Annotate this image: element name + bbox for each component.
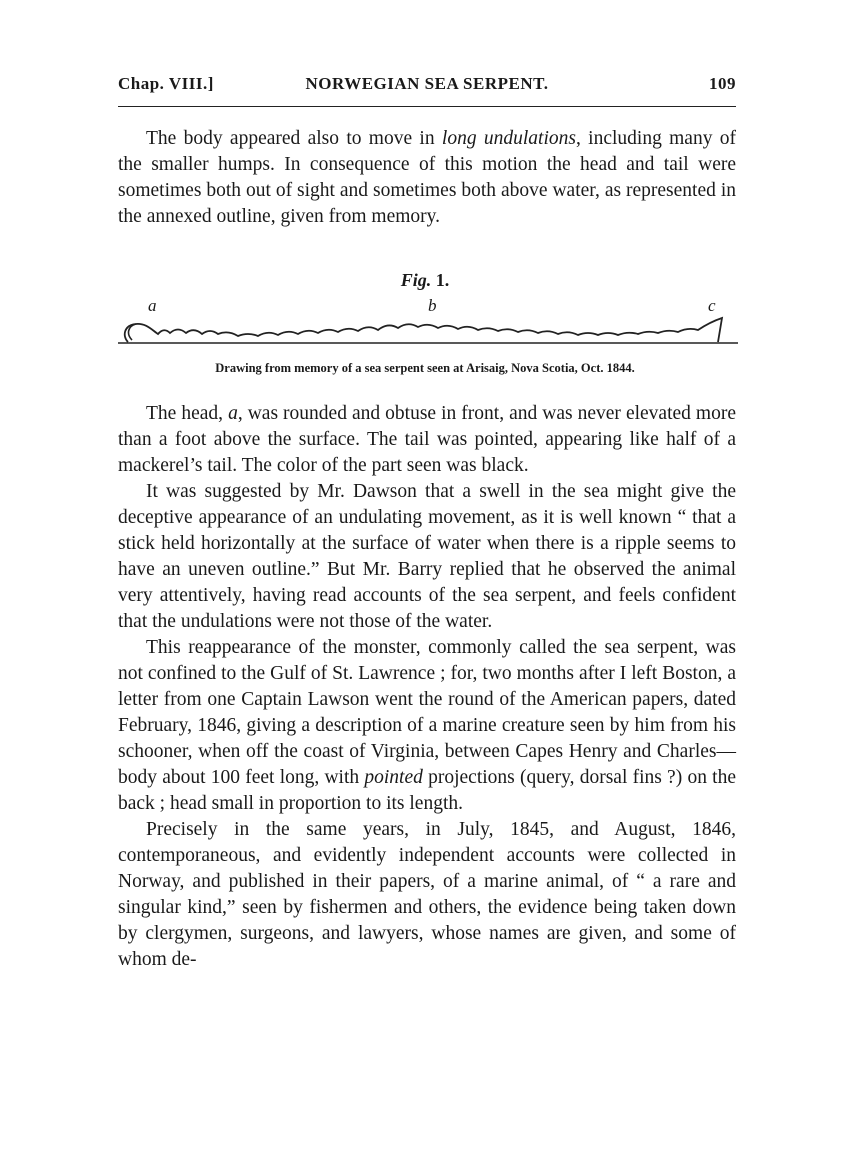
paragraph-text: projections (query, dorsal fins ?) on the back ; head small in proportion to its length.: [118, 767, 736, 814]
figure-label: [0, 270, 850, 291]
figure-caption: Drawing from memory of a sea serpent seen at Arisaig, Nova Scotia, Oct. 1844.: [215, 361, 635, 375]
chapter-label: Chap. VIII.]: [118, 74, 214, 93]
body-paragraph: [118, 479, 736, 635]
intro-paragraph: [118, 126, 736, 230]
header-rule: [118, 106, 736, 107]
figure-letter-c: c: [708, 296, 716, 315]
body-paragraph: [118, 401, 736, 479]
figure-letter-b: b: [428, 296, 437, 315]
italic-text: pointed: [364, 767, 423, 788]
page-number: 109: [709, 74, 736, 93]
italic-text: a: [228, 403, 238, 424]
body-text: [118, 401, 736, 973]
intro-text-a: The body appeared also to move in: [146, 128, 442, 149]
paragraph-text: This reappearance of the monster, commonly called the sea serpent, was not confined to the Gulf of St. Lawrence ; for, two months after I left Boston, a letter from one Captain Lawson went the round of the American papers, dated February, 1846, giving a description of a marine creature seen by him from his schooner, when off the coast of Virginia, between Capes Henry and Charles—body about 100 feet long, with: [118, 637, 736, 788]
body-paragraph: [118, 817, 736, 973]
running-title: NORWEGIAN SEA SERPENT.: [305, 74, 549, 93]
paragraph-text: , was rounded and obtuse in front, and was never elevated more than a foot above the surface. The tail was pointed, appearing like half of a mackerel’s tail. The color of the part seen was black.: [118, 403, 736, 476]
running-header: [118, 72, 736, 98]
body-paragraph: [118, 635, 736, 817]
paragraph-text: Precisely in the same years, in July, 1845, and August, 1846, contemporaneous, and evidently independent accounts were collected in Norway, and published in their papers, of a marine animal, of “ a rare and singular kind,” seen by fishermen and others, the evidence being taken down by clergymen, surgeons, and lawyers, whose names are given, and some of whom de-: [118, 819, 736, 970]
paragraph-text: The head,: [146, 403, 229, 424]
intro-text-b: , including many of the smaller humps. In consequence of this motion the head and tail were sometimes both out of sight and sometimes both above water, as represented in the annexed outline, given from memory.: [118, 128, 737, 227]
paragraph-text: It was suggested by Mr. Dawson that a swell in the sea might give the deceptive appearance of an undulating movement, as it is well known “ that a stick held horizontally at the surface of water when there is a ripple seems to have an uneven outline.” But Mr. Barry replied that he observed the animal very attentively, having read accounts of the sea serpent, and feels confident that the undulations were not those of the water.: [118, 481, 736, 632]
serpent-body: [125, 318, 722, 342]
figure-label-prefix: Fig.: [400, 270, 432, 290]
figure-letter-a: a: [148, 296, 157, 315]
figure-label-number: 1.: [435, 270, 450, 290]
intro-italic: long undulations: [441, 128, 576, 149]
sea-serpent-drawing: [118, 312, 738, 348]
intro-text: [118, 126, 736, 230]
